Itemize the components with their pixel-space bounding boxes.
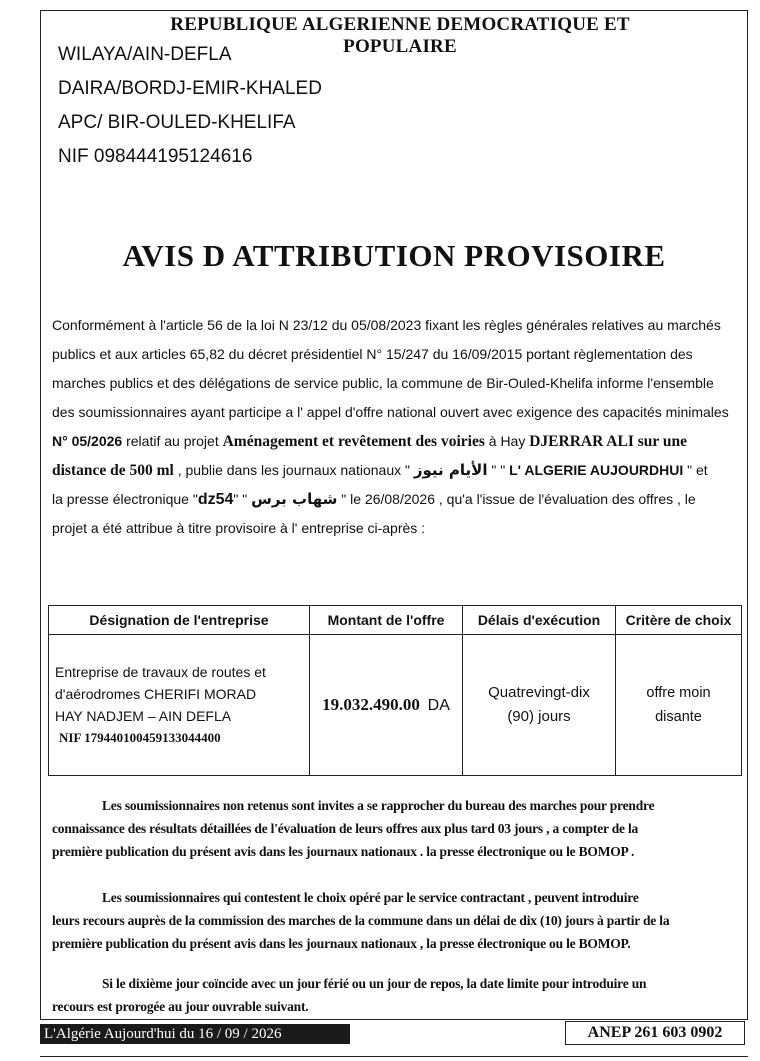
body-line-2: publics et aux articles 65,82 du décret présidentiel N° 15/247 du 16/09/2015 portant règlementation des <box>52 346 693 362</box>
body-text: " " <box>233 491 252 507</box>
body-text: " " <box>487 462 510 478</box>
company-nif: NIF 179440100459133044400 <box>59 730 221 745</box>
arabic-press: شهاب برس <box>251 490 338 508</box>
notice-line: première publication du présent avis dans les journaux nationaux , la presse électronique ou le BOMOP. <box>52 936 631 951</box>
project-site: DJERRAR ALI sur une <box>529 433 687 450</box>
body-text: , publie dans les journaux nationaux " <box>173 462 414 478</box>
notice-title: AVIS D ATTRIBUTION PROVISOIRE <box>122 238 666 273</box>
project-distance: distance de 500 ml <box>52 462 174 479</box>
criteria-line: offre moin <box>646 685 711 701</box>
wilaya-line: WILAYA/AIN-DEFLA <box>58 44 232 65</box>
newspaper-name: L' ALGERIE AUJOURDHUI <box>509 462 684 478</box>
body-text: " le 26/08/2026 , qu'a l'issue de l'évaluation des offres , le <box>337 491 696 507</box>
notice-line: recours est prorogée au jour ouvrable suivant. <box>52 999 309 1014</box>
dz54-press: dz54 <box>197 491 234 508</box>
company-line: HAY NADJEM – AIN DEFLA <box>55 708 232 724</box>
notice-line: Les soumissionnaires qui contestent le choix opéré par le service contractant , peuvent introduire <box>102 890 639 905</box>
amount-cell <box>310 635 463 776</box>
body-paragraph <box>52 311 744 543</box>
delay-line: (90) jours <box>507 708 571 725</box>
body-line-4: des soumissionnaires ayant participe a l' appel d'offre national ouvert avec exigence des capacités minimales <box>52 404 729 420</box>
notice-line: connaissance des résultats détaillées de l'évaluation de leurs offres aux plus tard 03 jours , a compter de la <box>52 821 639 836</box>
bottom-rule <box>40 1056 748 1057</box>
criteria-line: disante <box>655 709 702 725</box>
body-line-8: projet a été attribue à titre provisoire à l' entreprise ci-après : <box>52 520 426 536</box>
body-text: à Hay <box>484 433 530 449</box>
header-amount: Montant de l'offre <box>310 606 463 635</box>
attribution-table <box>48 605 742 776</box>
body-text: " et <box>683 462 708 478</box>
notice-line: leurs recours auprès de la commission des marches de la commune dans un délai de dix (10) jours à partir de la <box>52 913 670 928</box>
company-cell <box>49 635 310 776</box>
delay-line: Quatrevingt-dix <box>488 684 590 701</box>
company-line: Entreprise de travaux de routes et <box>55 664 266 680</box>
arabic-newspaper: الأيام نيوز <box>413 461 488 479</box>
body-line-6 <box>52 456 744 485</box>
anep-reference: ANEP 261 603 0902 <box>565 1021 745 1045</box>
notice-paragraph-1 <box>52 794 748 863</box>
delay-cell <box>463 635 616 776</box>
notice-line: Si le dixième jour coïncide avec un jour férié ou un jour de repos, la date limite pour introduire un <box>102 976 647 991</box>
table-row <box>49 635 742 776</box>
body-line-7 <box>52 485 744 514</box>
company-line: d'aérodromes CHERIFI MORAD <box>55 686 257 702</box>
notice-paragraph-3 <box>52 972 748 1018</box>
offer-amount: 19.032.490.00 <box>322 695 420 714</box>
body-line-5 <box>52 427 744 456</box>
table-header-row <box>49 606 742 635</box>
notice-paragraph-2 <box>52 886 748 955</box>
header-company: Désignation de l'entreprise <box>49 606 310 635</box>
nif-line: NIF 098444195124616 <box>58 146 253 167</box>
header-criteria: Critère de choix <box>616 606 742 635</box>
project-name: Aménagement et revêtement des voiries <box>222 433 485 450</box>
apc-line: APC/ BIR-OULED-KHELIFA <box>58 112 296 133</box>
body-text: relatif au projet <box>122 433 223 449</box>
offer-currency: DA <box>427 697 450 714</box>
daira-line: DAIRA/BORDJ-EMIR-KHALED <box>58 78 322 99</box>
publication-stamp: L'Algérie Aujourd'hui du 16 / 09 / 2026 <box>40 1024 350 1044</box>
header-delay: Délais d'exécution <box>463 606 616 635</box>
republic-header: REPUBLIQUE ALGERIENNE DEMOCRATIQUE ET POPULAIRE <box>170 14 630 57</box>
body-text: la presse électronique " <box>52 491 198 507</box>
notice-line: première publication du présent avis dans les journaux nationaux . la presse électronique ou le BOMOP . <box>52 844 635 859</box>
body-line-3: marches publics et des délégations de service public, la commune de Bir-Ouled-Khelifa informe l'ensemble <box>52 375 714 391</box>
body-line-1: Conformément à l'article 56 de la loi N 23/12 du 05/08/2023 fixant les règles générales relatives au marchés <box>52 317 721 333</box>
notice-line: Les soumissionnaires non retenus sont invites a se rapprocher du bureau des marches pour prendre <box>102 798 655 813</box>
criteria-cell <box>616 635 742 776</box>
tender-reference: N° 05/2026 <box>52 433 123 449</box>
